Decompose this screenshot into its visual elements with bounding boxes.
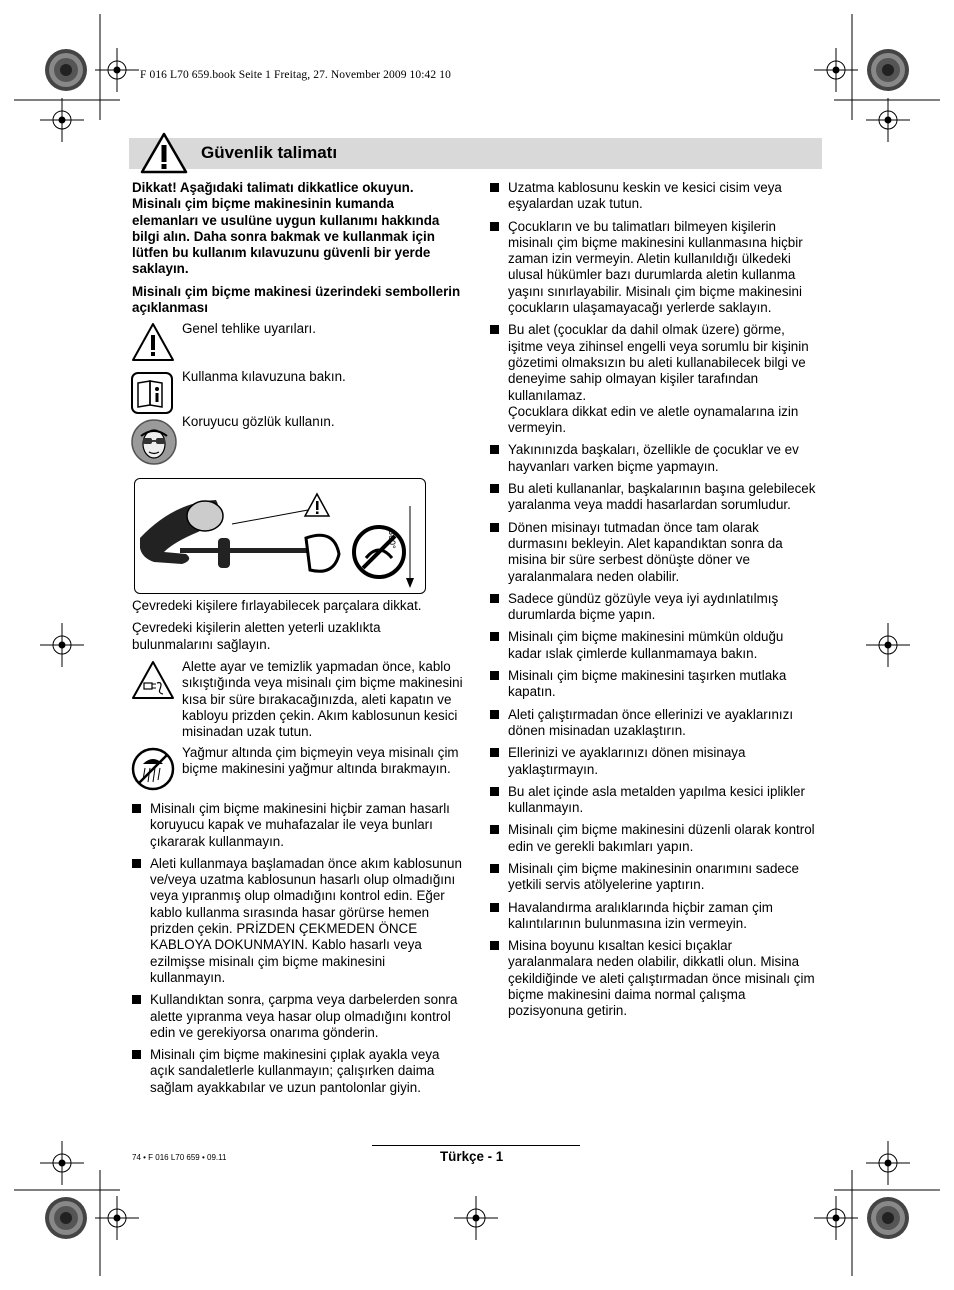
symbol-text: Genel tehlike uyarıları. [182, 321, 316, 336]
manual-book-icon [130, 371, 174, 415]
list-item: Misinalı çim biçme makinesinin onarımını sadece yetkili servis atölyelerine yaptırın. [490, 861, 820, 894]
warning-triangle-icon [139, 131, 189, 175]
bullet-square-icon [490, 748, 499, 757]
file-info-line: F 016 L70 659.book Seite 1 Freitag, 27. November 2009 10:42 10 [140, 69, 451, 81]
bullet-square-icon [490, 594, 499, 603]
list-item: Misinalı çim biçme makinesini çıplak ayakla veya açık sandaletlerle kullanmayın; çalışırken daima sağlam ayakkabılar ve uzun pantolonlar giyin. [132, 1047, 462, 1096]
list-item: Misinalı çim biçme makinesini düzenli olarak kontrol edin ve gerekli bakımları yapın. [490, 822, 820, 855]
footer-rule [372, 1145, 580, 1146]
bullet-square-icon [490, 325, 499, 334]
symbol-text: Kullanma kılavuzuna bakın. [182, 369, 346, 384]
bullet-square-icon [490, 484, 499, 493]
list-item: Bu alet içinde asla metalden yapılma kesici iplikler kullanmayın. [490, 784, 820, 817]
intro-warning: Dikkat! Aşağıdaki talimatı dikkatlice okuyun. Misinalı çim biçme makinesinin kumanda elemanları ve usulüne uygun kullanımı hakkında bilgi alın. Daha sonra bakmak ve kullanmak için lütfen bu kullanım kılavuzunu güvenli bir yerde saklayın. [132, 180, 440, 277]
list-item: Uzatma kablosunu keskin ve kesici cisim veya eşyalardan uzak tutun. [490, 180, 820, 213]
unplug-warning-icon [130, 659, 176, 701]
bullet-square-icon [490, 222, 499, 231]
list-item: Çocukların ve bu talimatları bilmeyen kişilerin misinalı çim biçme makinesini kullanmasına hiçbir zaman izin vermeyin. Aletin kullanıldığı ülkedeki ulusal hükümler bazı durumlarda aletin kullanma yaşını sınırlayabilir. Misinalı çim biçme makinesini çocukların ulaşamayacağı yerlerde saklayın. [490, 219, 820, 317]
symbol-text: Alette ayar ve temizlik yapmadan önce, kablo sıkıştığında veya misinalı çim biçme makinesini kısa bir süre bırakacağınızda, aleti kapatın ve kabloyu prizden çekin. Akım kablosunun kesici misinadan uzak tutun. [182, 659, 463, 740]
bullet-square-icon [490, 183, 499, 192]
bullet-square-icon [132, 995, 141, 1004]
list-item: Bu aleti kullananlar, başkalarının başına gelebilecek yaralanma veya maddi hasarlardan sorumludur. [490, 481, 820, 514]
symbol-text: Yağmur altında çim biçmeyin veya misinalı çim biçme makinesini yağmur altında bırakmayın. [182, 745, 459, 777]
list-item: Misinalı çim biçme makinesini mümkün olduğu kadar ıslak çimlerde kullanmamaya bakın. [490, 629, 820, 662]
warning-triangle-icon [130, 321, 176, 363]
left-bullet-list [132, 801, 462, 1102]
list-item: Yakınınızda başkaları, özellikle de çocuklar ve ev hayvanları varken biçme yapmayın. [490, 442, 820, 475]
list-item: Havalandırma aralıklarında hiçbir zaman çim kalıntılarının bulunmasına izin vermeyin. [490, 900, 820, 933]
bullet-square-icon [490, 710, 499, 719]
bullet-square-icon [490, 671, 499, 680]
list-item: Sadece gündüz gözüyle veya iyi aydınlatılmış durumlarda biçme yapın. [490, 591, 820, 624]
no-rain-icon [130, 746, 176, 792]
bullet-square-icon [132, 1050, 141, 1059]
bullet-square-icon [490, 445, 499, 454]
caption-text: Çevredeki kişilere fırlayabilecek parçalara dikkat. [132, 598, 422, 613]
caption-text: Çevredeki kişilerin aletten yeterli uzaklıkta bulunmalarını sağlayın. [132, 620, 381, 652]
list-item: Ellerinizi ve ayaklarınızı dönen misinaya yaklaştırmayın. [490, 745, 820, 778]
bullet-square-icon [132, 859, 141, 868]
right-bullet-list [490, 180, 820, 1026]
list-item: Bu alet (çocuklar da dahil olmak üzere) görme, işitme veya zihinsel engelli veya sorumlu bir kişinin gözetimi olmaksızın bu aleti kullanabilecek bilgi ve deneyime sahip olmayan kişiler tarafından kullanılamaz. Çocuklara dikkat edin ve aletle oynamalarına izin vermeyin. [490, 322, 820, 436]
left-column [132, 180, 462, 322]
footer-code: 74 • F 016 L70 659 • 09.11 [132, 1153, 227, 1162]
list-item: Misinalı çim biçme makinesini hiçbir zaman hasarlı koruyucu kapak ve muhafazalar ile veya bunları çıkararak kullanmayın. [132, 801, 462, 850]
bullet-square-icon [490, 903, 499, 912]
bullet-square-icon [490, 941, 499, 950]
list-item: Kullandıktan sonra, çarpma veya darbelerden sonra alette yıpranma veya hasar olup olmadığını kontrol edin ve gerekiyorsa onarıma gönderin. [132, 992, 462, 1041]
bullet-square-icon [490, 864, 499, 873]
trimmer-illustration-drawing [134, 478, 426, 594]
bullet-square-icon [490, 632, 499, 641]
list-item: Misinalı çim biçme makinesini taşırken mutlaka kapatın. [490, 668, 820, 701]
page-title: Güvenlik talimatı [201, 143, 338, 162]
symbols-heading: Misinalı çim biçme makinesi üzerindeki sembollerin açıklanması [132, 283, 461, 316]
footer-page-label: Türkçe - 1 [440, 1149, 504, 1164]
bullet-square-icon [490, 787, 499, 796]
illustration-captions [132, 598, 462, 659]
bullet-square-icon [490, 825, 499, 834]
list-item: Dönen misinayı tutmadan önce tam olarak durmasını bekleyin. Alet kapandıktan sonra da misina bir süre serbest dönüşte döner ve yaralanmalara neden olabilir. [490, 520, 820, 585]
symbol-text: Koruyucu gözlük kullanın. [182, 414, 335, 429]
list-item: Misina boyunu kısaltan kesici bıçaklar yaralanmalara neden olabilir, dikkatli olun. Misina çekildiğinde ve aleti çalıştırmadan önce misinalı çim biçme makinesini daima normal çalışma pozisyonuna getirin. [490, 938, 820, 1019]
bullet-square-icon [132, 804, 141, 813]
list-item: Aleti çalıştırmadan önce ellerinizi ve ayaklarınızı dönen misinadan uzaklaştırın. [490, 707, 820, 740]
angle-label: 360° [387, 530, 397, 549]
list-item: Aleti kullanmaya başlamadan önce akım kablosunun ve/veya uzatma kablosunun hasarlı olup olmadığını veya yıpranmış olup olmadığını kontrol edin. Eğer kablo kullanma sırasında hasar görürse hemen prizden çekin. PRİZDEN ÇEKMEDEN ÖNCE KABLOYA DOKUNMAYIN. Kablo hasarlı veya ezilmişse misinalı çim biçme makinesini kullanmayın. [132, 856, 462, 986]
bullet-square-icon [490, 523, 499, 532]
safety-goggles-icon [130, 418, 178, 466]
